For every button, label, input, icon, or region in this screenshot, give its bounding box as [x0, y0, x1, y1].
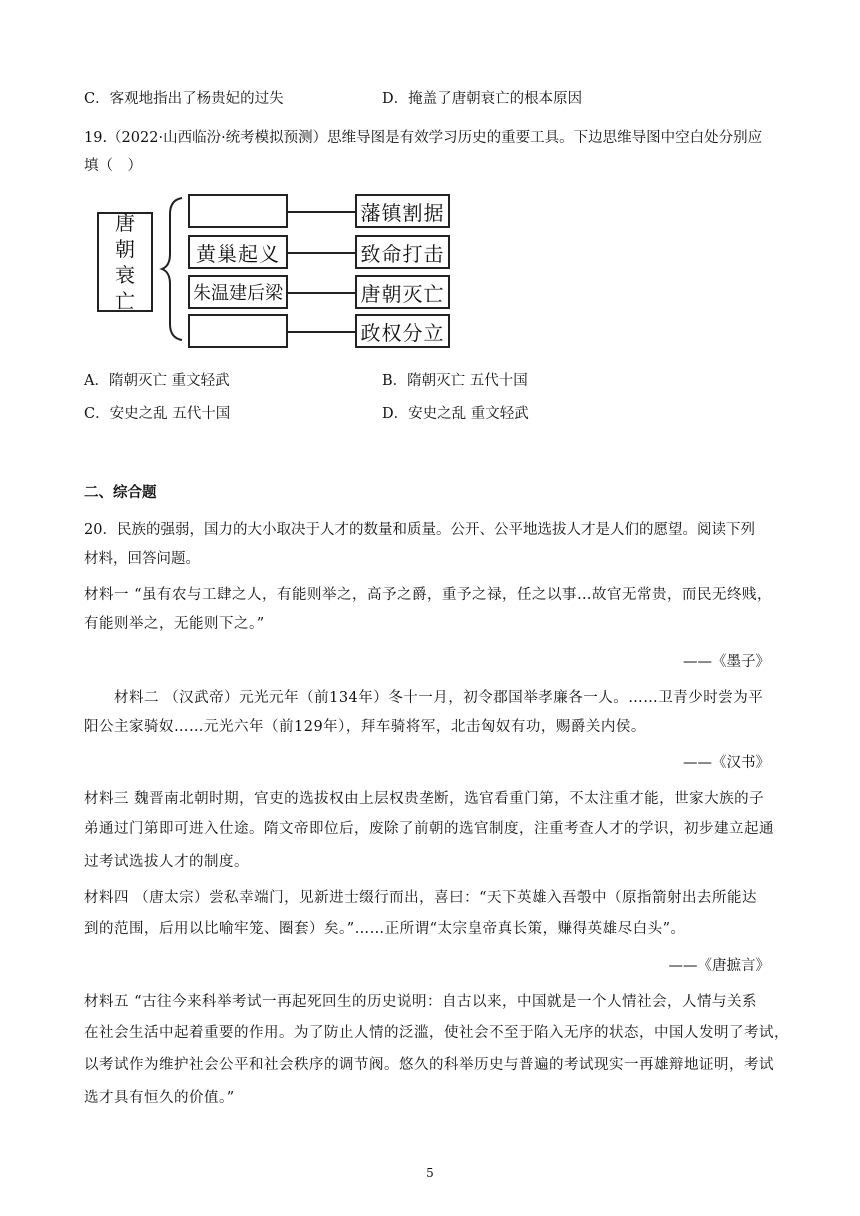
brace-icon — [158, 194, 188, 344]
page-number: 5 — [426, 1166, 434, 1180]
material-5-line4: 选才具有恒久的价值。” — [84, 1090, 235, 1106]
material-5-line2: 在社会生活中起着重要的作用。为了防止人情的泛滥，使社会不至于陷入无序的状态，中国人发明了考试， — [84, 1025, 789, 1041]
material-4-source: ——《唐摭言》 — [668, 958, 770, 974]
mind-map-right-3: 唐朝灭亡 — [355, 275, 450, 309]
mind-map-right-1: 藩镇割据 — [355, 194, 450, 228]
connector-line — [288, 211, 355, 213]
q19-stem-line2: 填（ ） — [84, 158, 142, 174]
section-title: 二、综合题 — [84, 484, 157, 501]
q18-option-c: C．客观地指出了杨贵妃的过失 — [84, 91, 284, 107]
material-2-source: ——《汉书》 — [683, 755, 770, 771]
root-char: 衰 — [115, 263, 135, 287]
material-5-line1: 材料五 “古往今来科举考试一再起死回生的历史说明：自古以来，中国就是一个人情社会，人情与关系 — [84, 994, 758, 1010]
mind-map-left-3: 朱温建后梁 — [188, 275, 288, 309]
mind-map-root — [97, 212, 153, 312]
connector-line — [288, 331, 355, 333]
q19-stem-line1: 19.（2022·山西临汾·统考模拟预测）思维导图是有效学习历史的重要工具。下边思维导图中空白处分别应 — [84, 130, 763, 146]
material-5-line3: 以考试作为维护社会公平和社会秩序的调节阀。悠久的科举历史与普遍的考试现实一再雄辩地证明，考试 — [84, 1057, 774, 1073]
root-char: 唐 — [115, 211, 135, 235]
root-char: 朝 — [115, 237, 135, 261]
q20-stem-line2: 材料，回答问题。 — [84, 551, 200, 567]
root-char: 亡 — [115, 289, 135, 313]
connector-line — [288, 252, 355, 254]
material-3-line3: 过考试选拔人才的制度。 — [84, 854, 249, 870]
q19-option-c: C．安史之乱 五代十国 — [84, 406, 231, 422]
material-1-line2: 有能则举之，无能则下之。” — [84, 616, 265, 632]
q19-option-a: A．隋朝灭亡 重文轻武 — [84, 373, 230, 389]
material-3-line1: 材料三 魏晋南北朝时期，官吏的选拔权由上层权贵垄断，选官看重门第，不太注重才能，世家大族的子 — [84, 791, 765, 807]
material-4-line1: 材料四 （唐太宗）尝私幸端门，见新进士缀行而出，喜曰：“天下英雄入吾彀中（原指箭射出去所能达 — [84, 890, 758, 906]
q19-option-d: D．安史之乱 重文轻武 — [382, 406, 529, 422]
q18-option-d: D．掩盖了唐朝衰亡的根本原因 — [382, 91, 583, 107]
q20-stem-line1: 20．民族的强弱，国力的大小取决于人才的数量和质量。公开、公平地选拔人才是人们的愿望。阅读下列 — [84, 522, 755, 538]
mind-map-blank-1 — [188, 194, 288, 228]
material-2-line2: 阳公主家骑奴……元光六年（前129年），拜车骑将军，北击匈奴有功，赐爵关内侯。 — [84, 719, 646, 735]
material-3-line2: 弟通过门第即可进入仕途。隋文帝即位后，废除了前朝的选官制度，注重考查人才的学识，初步建立起通 — [84, 821, 774, 837]
mind-map-blank-4 — [188, 314, 288, 348]
material-1-source: ——《墨子》 — [683, 654, 770, 670]
material-1-line1: 材料一 “虽有农与工肆之人，有能则举之，高予之爵，重予之禄，任之以事…故官无常贵，而民无终贱， — [84, 587, 773, 603]
material-4-line2: 到的范围，后用以比喻牢笼、圈套）矣。”……正所谓“太宗皇帝真长策，赚得英雄尽白头”。 — [84, 921, 686, 937]
mind-map-right-2: 致命打击 — [355, 235, 450, 269]
mind-map-right-4: 政权分立 — [355, 314, 450, 348]
material-2-line1: 材料二 （汉武帝）元光元年（前134年）冬十一月，初令郡国举孝廉各一人。……卫青少时尝为平 — [114, 690, 764, 706]
q19-option-b: B．隋朝灭亡 五代十国 — [382, 373, 528, 389]
connector-line — [288, 292, 355, 294]
mind-map-left-2: 黄巢起义 — [188, 235, 288, 269]
